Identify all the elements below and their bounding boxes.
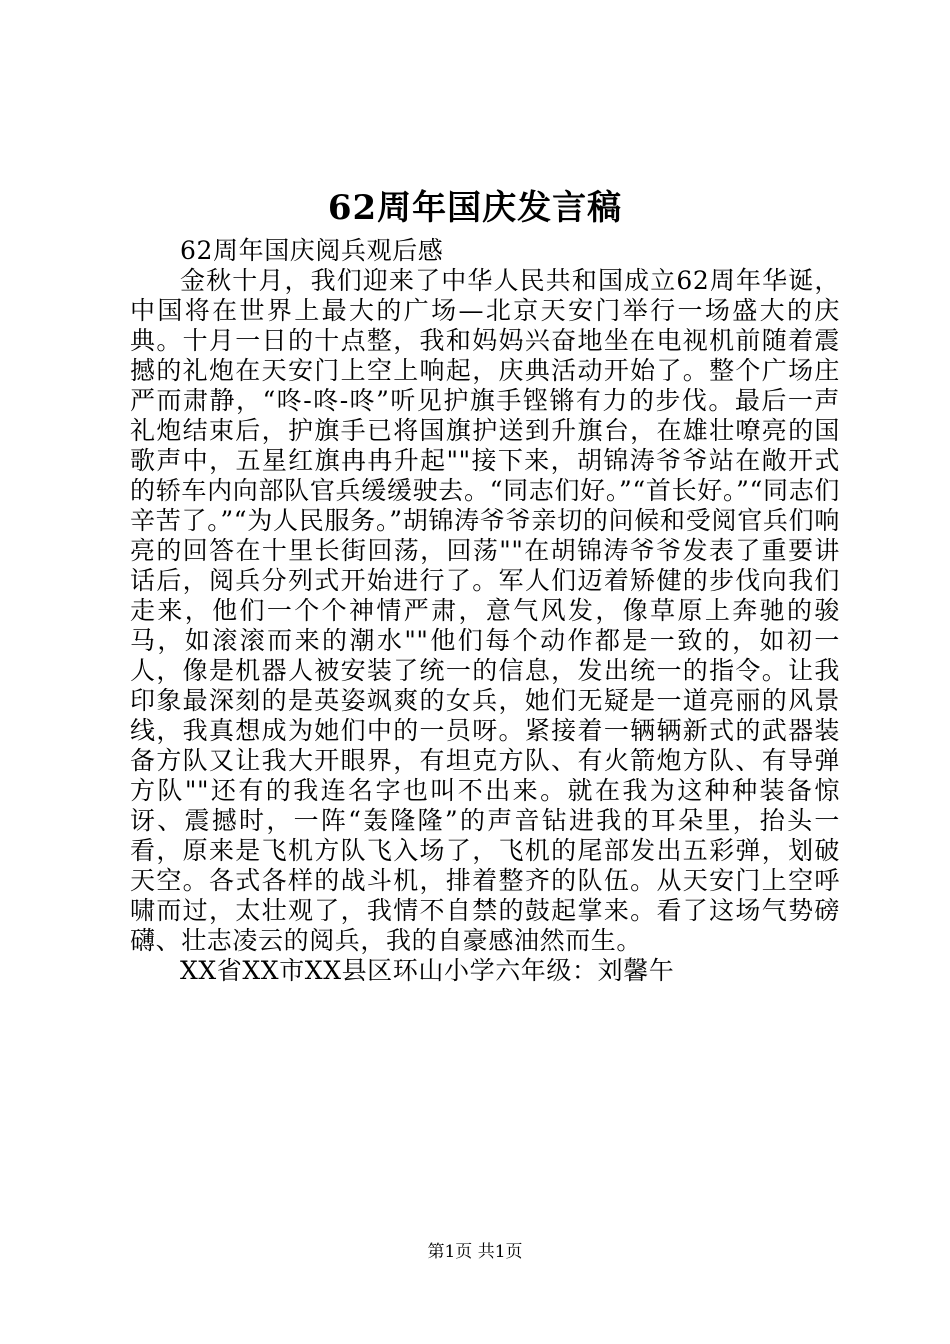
page-footer: 第1页 共1页: [427, 1242, 523, 1262]
document-body: [130, 236, 840, 986]
document-title: 62周年国庆发言稿: [327, 188, 623, 228]
main-paragraph: 金秋十月，我们迎来了中华人民共和国成立62周年华诞，中国将在世界上最大的广场—北京天安门举行一场盛大的庆典。十月一日的十点整，我和妈妈兴奋地坐在电视机前随着震撼的礼炮在天安门上空上响起，庆典活动开始了。整个广场庄严而肃静，“咚-咚-咚”听见护旗手铿锵有力的步伐。最后一声礼炮结束后，护旗手已将国旗护送到升旗台，在雄壮嘹亮的国歌声中，五星红旗冉冉升起""接下来，胡锦涛爷爷站在敞开式的轿车内向部队官兵缓缓驶去。“同志们好。”“首长好。”“同志们辛苦了。”“为人民服务。”胡锦涛爷爷亲切的问候和受阅官兵们响亮的回答在十里长街回荡，回荡""在胡锦涛爷爷发表了重要讲话后，阅兵分列式开始进行了。军人们迈着矫健的步伐向我们走来，他们一个个神情严肃，意气风发，像草原上奔驰的骏马，如滚滚而来的潮水""他们每个动作都是一致的，如初一人，像是机器人被安装了统一的信息，发出统一的指令。让我印象最深刻的是英姿飒爽的女兵，她们无疑是一道亮丽的风景线，我真想成为她们中的一员呀。紧接着一辆辆新式的武器装备方队又让我大开眼界，有坦克方队、有火箭炮方队、有导弹方队""还有的我连名字也叫不出来。就在我为这种种装备惊讶、震撼时，一阵“轰隆隆”的声音钻进我的耳朵里，抬头一看，原来是飞机方队飞入场了，飞机的尾部发出五彩弹，划破天空。各式各样的战斗机，排着整齐的队伍。从天安门上空呼啸而过，太壮观了，我情不自禁的鼓起掌来。看了这场气势磅礴、壮志凌云的阅兵，我的自豪感油然而生。: [130, 266, 840, 955]
document-subtitle: 62周年国庆阅兵观后感: [180, 236, 444, 265]
author-signature: XX省XX市XX县区环山小学六年级：刘馨午: [180, 956, 675, 985]
